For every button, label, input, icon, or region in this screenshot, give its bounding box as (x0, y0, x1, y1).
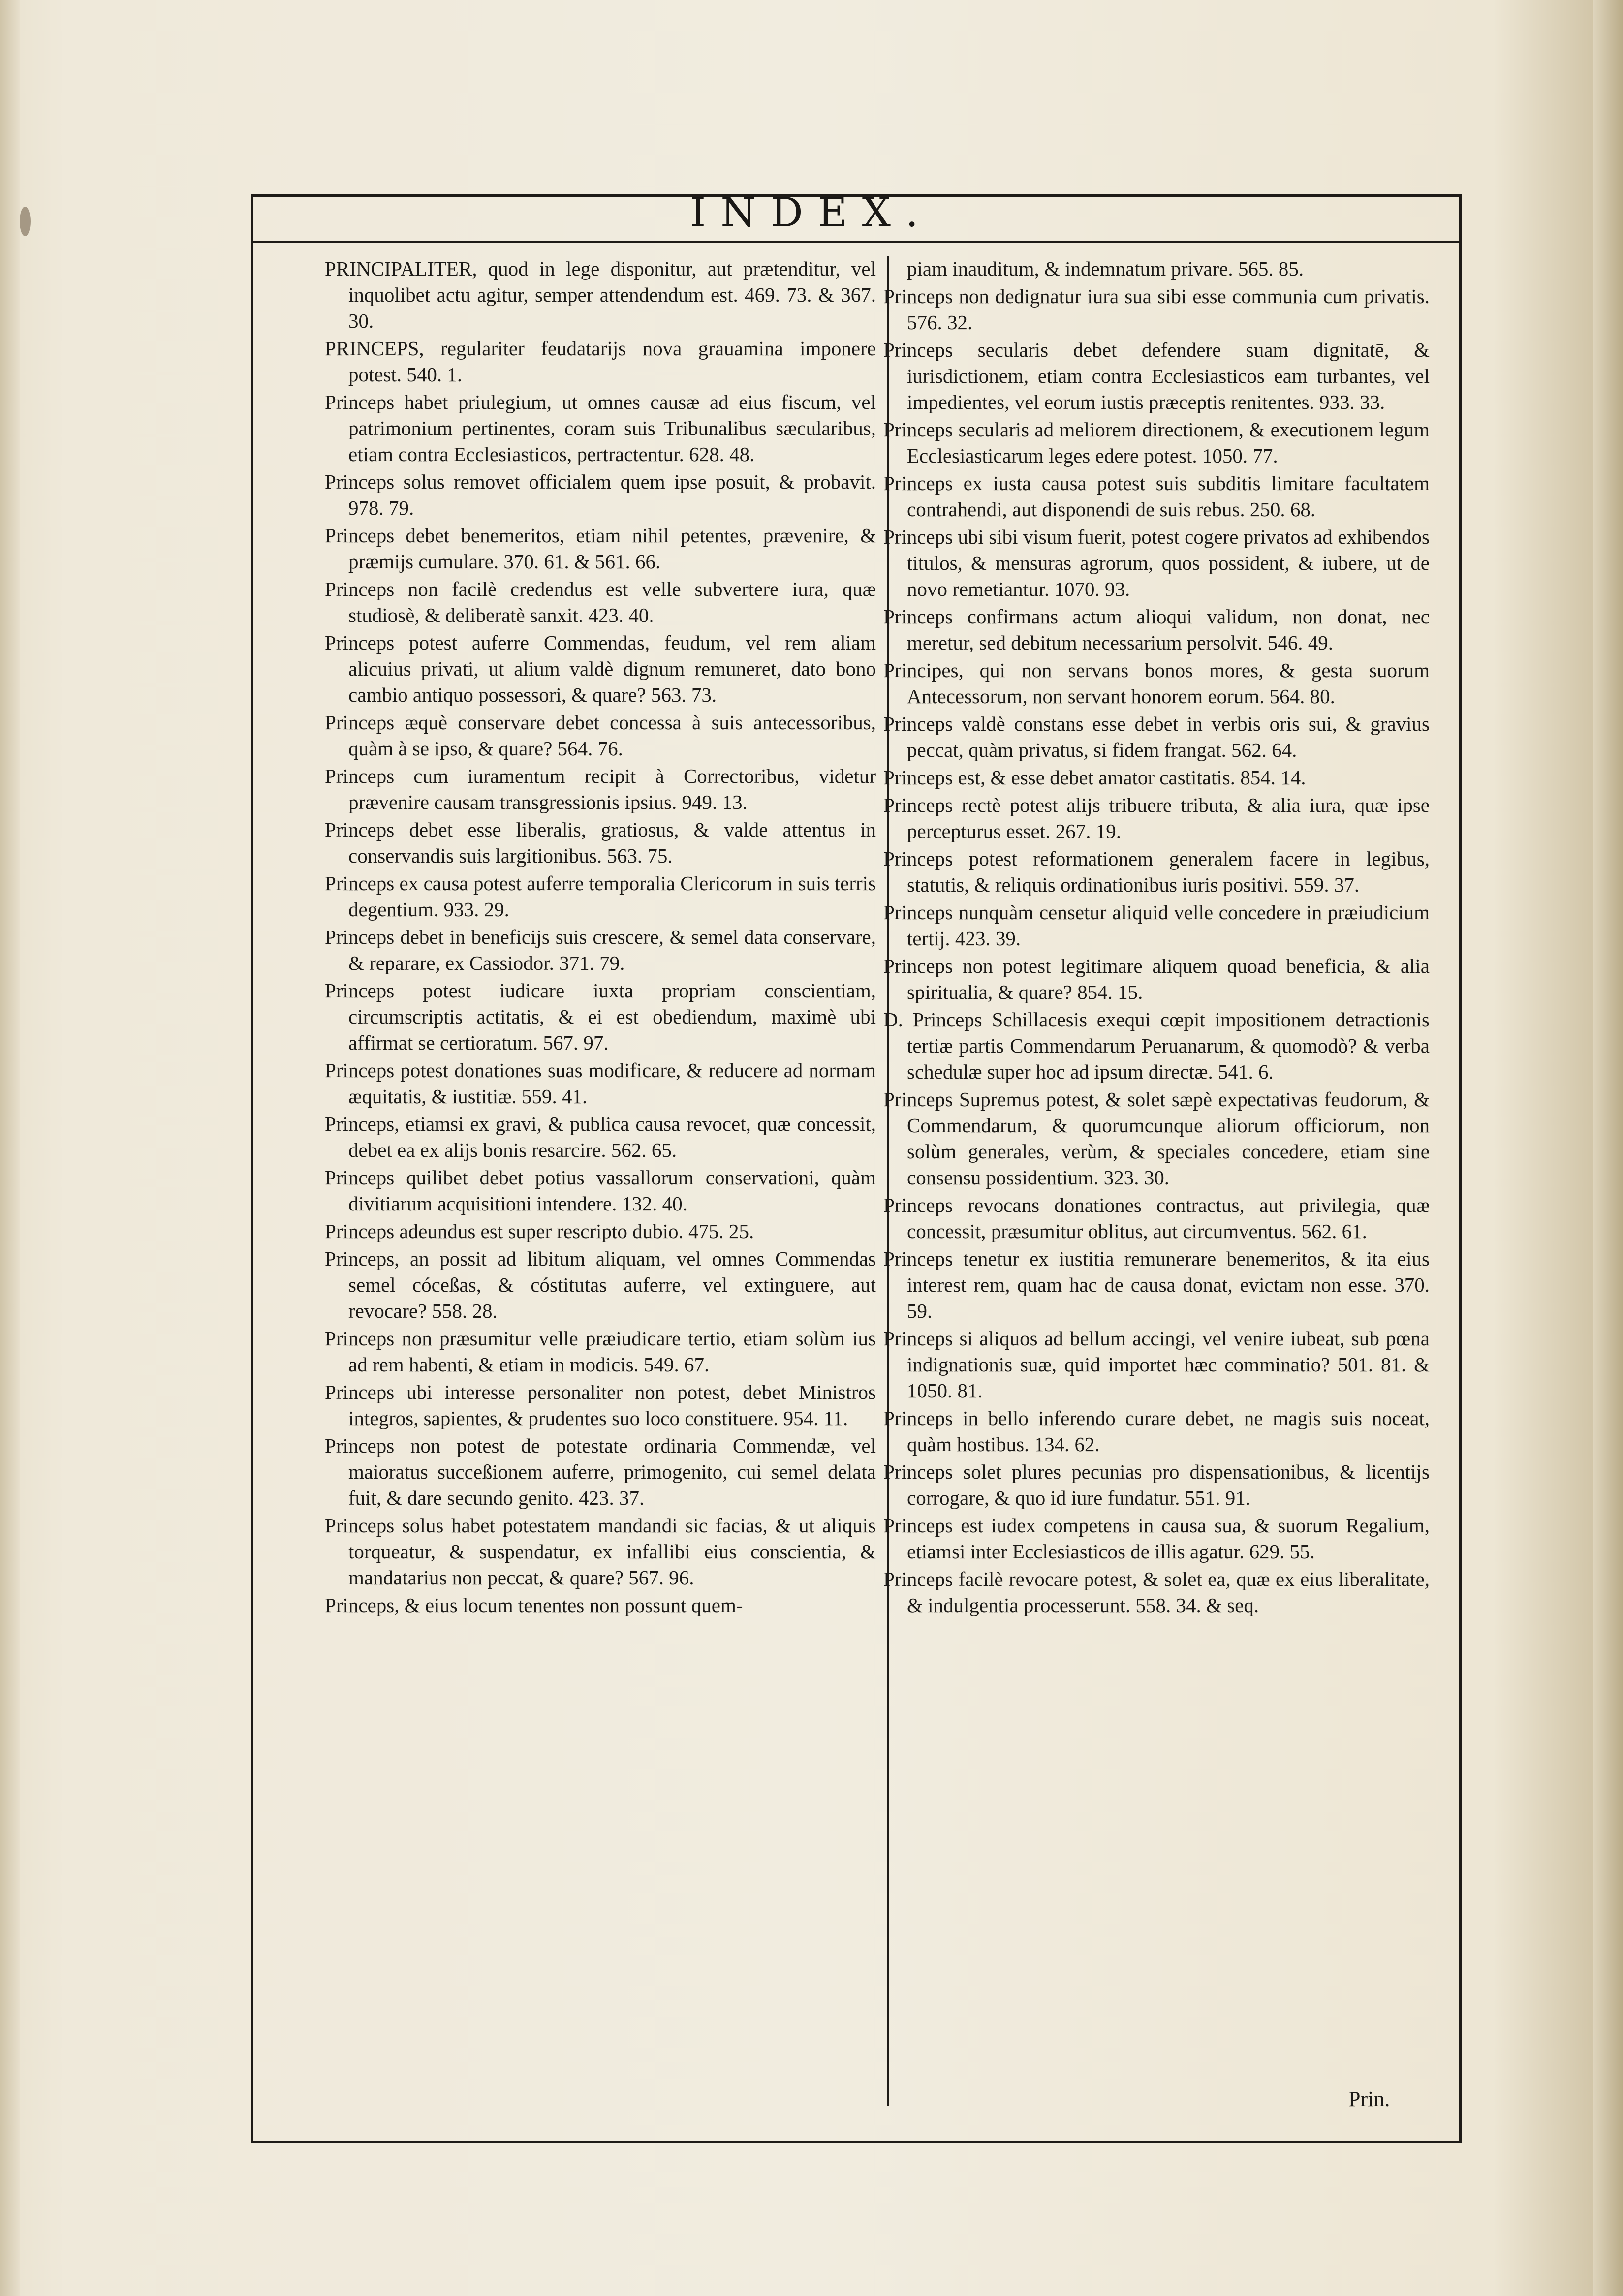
index-entry: Princeps non dedignatur iura sua sibi esse communia cum privatis. 576. 32. (883, 285, 1430, 334)
index-entry: Princeps potest donationes suas modificare, & reducere ad normam æquitatis, & iustitiæ. 559. 41. (325, 1059, 876, 1108)
index-entry: Princeps ex iusta causa potest suis subditis limitare facultatem contrahendi, aut disponendi de suis rebus. 250. 68. (883, 472, 1430, 521)
index-entry: Princeps nunquàm censetur aliquid velle concedere in præiudicium tertij. 423. 39. (883, 901, 1430, 950)
index-entry: Princeps solus removet officialem quem ipse posuit, & probavit. 978. 79. (325, 470, 876, 519)
index-entry: Princeps confirmans actum alioqui validum, non donat, nec meretur, sed debitum necessarium persolvit. 546. 49. (883, 605, 1430, 654)
index-entry: Princeps debet in beneficijs suis crescere, & semel data conservare, & reparare, ex Cassiodor. 371. 79. (325, 926, 876, 974)
index-entry: Princeps æquè conservare debet concessa à suis antecessoribus, quàm à se ipso, & quare? 564. 76. (325, 711, 876, 760)
index-entry: PRINCEPS, regulariter feudatarijs nova grauamina imponere potest. 540. 1. (325, 337, 876, 386)
index-entry: Princeps potest reformationem generalem facere in legibus, statutis, & reliquis ordinationibus iuris positivi. 559. 37. (883, 847, 1430, 896)
page-title: INDEX. (689, 189, 934, 236)
page-gutter-edge (0, 0, 20, 2296)
index-entry: Princeps in bello inferendo curare debet, ne magis suis noceat, quàm hostibus. 134. 62. (883, 1407, 1430, 1456)
index-entry: Princeps si aliquos ad bellum accingi, vel venire iubeat, sub pœna indignationis suæ, quid importet hæc comminatio? 501. 81. & 1050. 81. (883, 1327, 1430, 1402)
index-entry: Princeps revocans donationes contractus, aut privilegia, quæ concessit, præsumitur oblitus, aut circumventus. 562. 61. (883, 1194, 1430, 1242)
index-entry: Princeps facilè revocare potest, & solet ea, quæ ex eius liberalitate, & indulgentia processerunt. 558. 34. & seq. (883, 1568, 1430, 1616)
index-entry: D. Princeps Schillacesis exequi cœpit impositionem detractionis tertiæ partis Commendarum Peruanarum, & quomodò? & verba schedulæ super hoc ad ipsum directæ. 541. 6. (883, 1008, 1430, 1083)
index-entry: Princeps debet benemeritos, etiam nihil petentes, prævenire, & præmijs cumulare. 370. 61. & 561. 66. (325, 524, 876, 573)
index-entry: Princeps debet esse liberalis, gratiosus, & valde attentus in conservandis suis largitionibus. 563. 75. (325, 818, 876, 867)
index-entry: Princeps quilibet debet potius vassallorum conservationi, quàm divitiarum acquisitioni intendere. 132. 40. (325, 1166, 876, 1215)
index-entry: Princeps, an possit ad libitum aliquam, vel omnes Commendas semel cóceßas, & cóstitutas auferre, vel extinguere, aut revocare? 558. 28. (325, 1247, 876, 1322)
index-entry: Princeps non præsumitur velle præiudicare tertio, etiam solùm ius ad rem habenti, & etiam in modicis. 549. 67. (325, 1327, 876, 1376)
index-entry: Princeps est, & esse debet amator castitatis. 854. 14. (883, 766, 1306, 789)
index-entry: Princeps est iudex competens in causa sua, & suorum Regalium, etiamsi inter Ecclesiasticos de illis agatur. 629. 55. (883, 1514, 1430, 1563)
index-entry: Princeps rectè potest alijs tribuere tributa, & alia iura, quæ ipse percepturus esset. 267. 19. (883, 794, 1430, 842)
index-entry: Princeps solus habet potestatem mandandi sic facias, & ut aliquis torqueatur, & suspendatur, ex infallibi eius conscientia, & mandatarius non peccat, & quare? 567. 96. (325, 1514, 876, 1589)
index-entry: Princeps non potest legitimare aliquem quoad beneficia, & alia spiritualia, & quare? 854. 15. (883, 955, 1430, 1003)
index-entry: Princeps adeundus est super rescripto dubio. 475. 25. (325, 1220, 754, 1242)
catchword: Prin. (1348, 2087, 1390, 2111)
index-entry: Princeps secularis ad meliorem directionem, & executionem legum Ecclesiasticarum leges edere potest. 1050. 77. (883, 418, 1430, 467)
index-entry: Princeps solet plures pecunias pro dispensationibus, & licentijs corrogare, & quo id iure fundatur. 551. 91. (883, 1460, 1430, 1509)
title-rule (251, 241, 1459, 243)
index-column-left (325, 256, 889, 2106)
index-entry: Princeps potest auferre Commendas, feudum, vel rem aliam alicuius privati, ut alium valdè dignum remuneret, dato bono cambio antiquo possessori, & quare? 563. 73. (325, 631, 876, 706)
index-entry: Princeps potest iudicare iuxta propriam conscientiam, circumscriptis actitatis, & ei est obediendum, maximè ubi affirmat se certioratum. 567. 97. (325, 979, 876, 1054)
index-entry: Princeps ubi interesse personaliter non potest, debet Ministros integros, sapientes, & prudentes suo loco constituere. 954. 11. (325, 1381, 876, 1429)
index-entry: Principes, qui non servans bonos mores, & gesta suorum Antecessorum, non servant honorem eorum. 564. 80. (883, 659, 1430, 708)
index-entry: piam inauditum, & indemnatum privare. 565. 85. (907, 257, 1304, 280)
index-entry: Princeps habet priulegium, ut omnes causæ ad eius fiscum, vel patrimonium pertinentes, coram suis Tribunalibus sæcularibus, etiam contra Ecclesiasticos, pertractentur. 628. 48. (325, 391, 876, 465)
index-entry: Princeps ubi sibi visum fuerit, potest cogere privatos ad exhibendos titulos, & mensuras agrorum, quos possident, & iubere, ut de novo remetiantur. 1070. 93. (883, 526, 1430, 600)
index-column-right (883, 256, 1430, 2111)
index-entry: Princeps Supremus potest, & solet sæpè expectativas feudorum, & Commendarum, & quorumcunque aliorum officiorum, non solùm generales, verùm, & speciales concedere, etiam sine consensu possidentium. 323. 30. (883, 1088, 1430, 1189)
index-entry: PRINCIPALITER, quod in lege disponitur, aut prætenditur, vel inquolibet actu agitur, semper attendendum est. 469. 73. & 367. 30. (325, 257, 876, 332)
index-entry: Princeps, etiamsi ex gravi, & publica causa revocet, quæ concessit, debet ea ex alijs bonis resarcire. 562. 65. (325, 1113, 876, 1161)
index-entry: Princeps secularis debet defendere suam dignitatē, & iurisdictionem, etiam contra Ecclesiasticos eam turbantes, vel impedientes, vel eorum iustis præceptis renitentes. 933. 33. (883, 339, 1430, 413)
index-entry: Princeps cum iuramentum recipit à Correctoribus, videtur prævenire causam transgressionis ipsius. 949. 13. (325, 765, 876, 813)
index-entry: Princeps non facilè credendus est velle subvertere iura, quæ studiosè, & deliberatè sanxit. 423. 40. (325, 578, 876, 626)
index-entry: Princeps tenetur ex iustitia remunerare benemeritos, & ita eius interest rem, quam hac de causa donat, evictam non esse. 370. 59. (883, 1247, 1430, 1322)
index-entry: Princeps ex causa potest auferre temporalia Clericorum in suis terris degentium. 933. 29. (325, 872, 876, 921)
index-entry: Princeps non potest de potestate ordinaria Commendæ, vel maioratus succeßionem auferre, primogenito, cui semel delata fuit, & dare secundo genito. 423. 37. (325, 1434, 876, 1509)
index-entry: Princeps valdè constans esse debet in verbis oris sui, & gravius peccat, quàm privatus, si fidem frangat. 562. 64. (883, 713, 1430, 761)
index-entry: Princeps, & eius locum tenentes non possunt quem- (325, 1594, 743, 1616)
page-fore-edge (1593, 0, 1623, 2296)
